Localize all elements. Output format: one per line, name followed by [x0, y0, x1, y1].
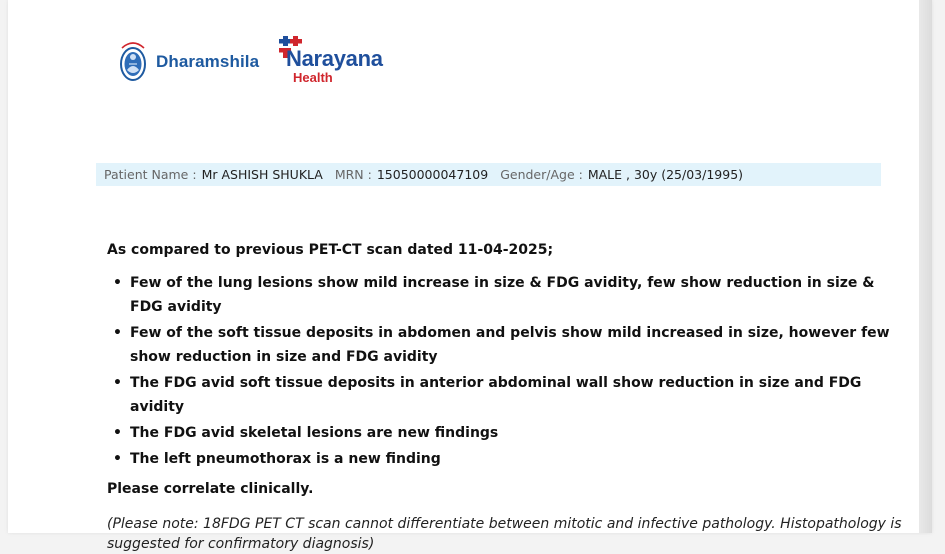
bullet-icon: •: [113, 451, 122, 467]
mrn-value: 15050000047109: [376, 167, 489, 182]
finding-item: [107, 421, 907, 445]
finding-text: Few of the soft tissue deposits in abdomen and pelvis show mild increased in size, however few show reduction in size and FDG avidity: [130, 325, 890, 365]
bullet-icon: •: [113, 275, 122, 291]
finding-text: The left pneumothorax is a new finding: [130, 451, 441, 467]
gender-age-label: Gender/Age :: [500, 167, 583, 182]
gender-age-value: MALE , 30y (25/03/1995): [587, 167, 744, 182]
patient-info-bar: [96, 163, 881, 186]
finding-text: The FDG avid skeletal lesions are new findings: [130, 425, 499, 441]
findings-list: [107, 271, 907, 471]
disclaimer-note: (Please note: 18FDG PET CT scan cannot differentiate between mitotic and infective pathology. Histopathology is suggested for confirmatory diagnosis): [107, 516, 902, 552]
report-page: [8, 0, 932, 552]
mrn-label: MRN :: [334, 167, 372, 182]
page-edge-shadow: [919, 0, 932, 533]
patient-name-label: Patient Name :: [104, 167, 197, 182]
narayana-health-label: Health: [293, 70, 333, 85]
dharamshila-logo: [118, 36, 259, 86]
bullet-icon: •: [113, 375, 122, 391]
comparison-intro: As compared to previous PET-CT scan dated 11-04-2025;: [107, 242, 554, 258]
bullet-icon: •: [113, 325, 122, 341]
finding-text: Few of the lung lesions show mild increase in size & FDG avidity, few show reduction in size & FDG avidity: [130, 275, 875, 315]
narayana-wordmark: Narayana: [286, 46, 383, 71]
report-body: [107, 242, 907, 554]
finding-item: [107, 321, 907, 369]
dharamshila-wordmark: Dharamshila: [156, 52, 260, 71]
finding-item: [107, 447, 907, 471]
finding-text: The FDG avid soft tissue deposits in anterior abdominal wall show reduction in size and FDG avidity: [130, 375, 862, 415]
finding-item: [107, 271, 907, 319]
correlate-note: Please correlate clinically.: [107, 481, 314, 497]
dharamshila-seal-icon: [118, 36, 148, 86]
bullet-icon: •: [113, 425, 122, 441]
patient-name-value: Mr ASHISH SHUKLA: [201, 167, 323, 182]
finding-item: [107, 371, 907, 419]
